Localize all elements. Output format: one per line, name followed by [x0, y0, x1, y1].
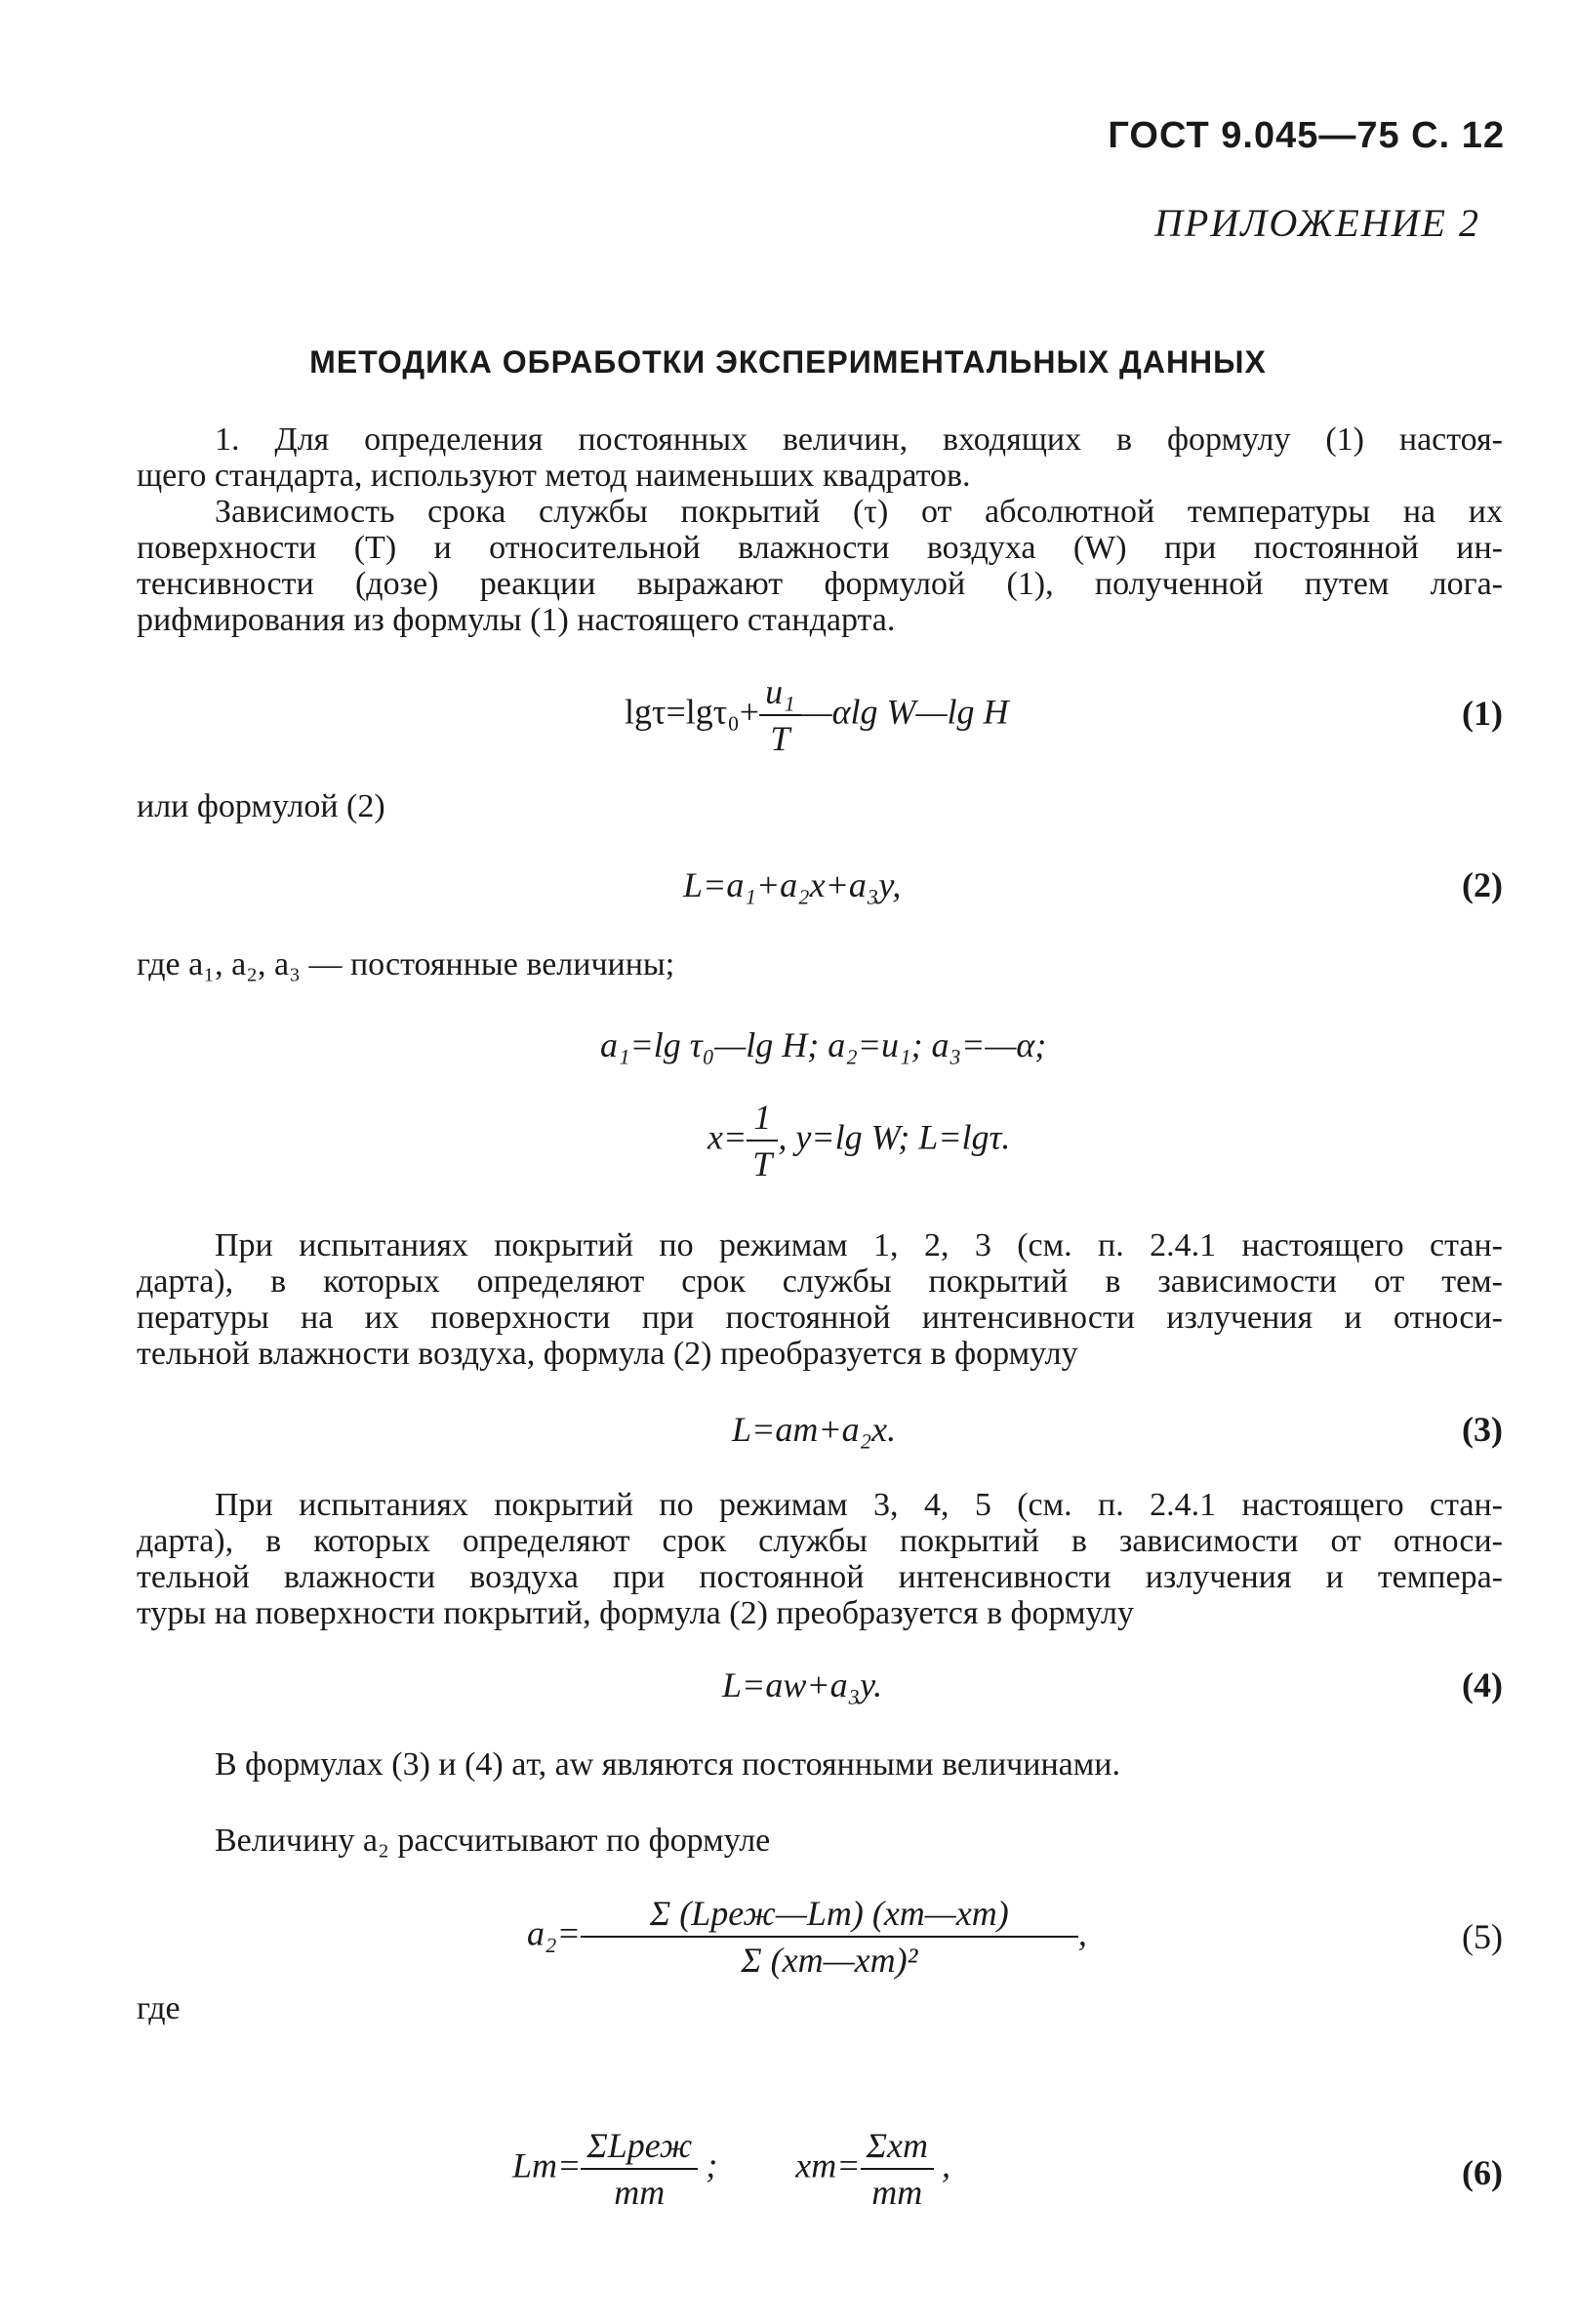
eq5-denominator: Σ (xт—xт)² — [741, 1941, 918, 1980]
equation-3: L=aт+a₂x. — [732, 1410, 897, 1449]
paragraph-4 — [137, 1487, 1503, 1631]
equation-4-number: (4) — [1462, 1665, 1503, 1704]
appendix-label: ПРИЛОЖЕНИЕ 2 — [1154, 201, 1480, 245]
paragraph-3 — [137, 1227, 1503, 1372]
section-title: МЕТОДИКА ОБРАБОТКИ ЭКСПЕРИМЕНТАЛЬНЫХ ДАННЫХ — [309, 344, 1267, 380]
text-constants-note: В формулах (3) и (4) aт, aw являются постоянными величинами. — [215, 1746, 1120, 1783]
text-a2-formula: Величину a₂ рассчитывают по формуле — [215, 1823, 771, 1859]
eq6-left-1: Lт= — [512, 2145, 582, 2185]
eq1-left: lgτ=lgτ₀+ — [625, 692, 760, 732]
definitions-line-2 — [707, 1097, 1010, 1184]
equation-2: L=a₁+a₂x+a₃y, — [683, 865, 902, 904]
equation-5-number: (5) — [1462, 1917, 1503, 1956]
paragraph-line: дарта), в которых определяют срок службы покрытий в зависимости от тем- — [137, 1263, 1503, 1300]
eq6-separator: ; — [706, 2145, 718, 2185]
paragraph-line: туры на поверхности покрытий, формула (2) преобразуется в формулу — [137, 1595, 1135, 1631]
text-or-formula: или формулой (2) — [137, 788, 385, 824]
eq6-tail: , — [941, 2145, 950, 2185]
eq1-denominator: T — [770, 719, 790, 758]
equation-6-number: (6) — [1462, 2153, 1503, 2192]
defs2-left: x= — [707, 1117, 748, 1157]
eq1-right: —αlg W—lg H — [800, 692, 1009, 732]
paragraph-1 — [137, 421, 1503, 494]
eq6-numerator-1: ΣLреж — [581, 2125, 698, 2170]
eq6-denominator-1: mт — [614, 2173, 666, 2212]
document-code: ГОСТ 9.045—75 С. 12 — [1108, 115, 1505, 156]
equation-3-number: (3) — [1462, 1410, 1503, 1449]
eq6-denominator-2: mт — [871, 2173, 923, 2212]
eq6-left-2: xт= — [795, 2145, 861, 2185]
defs2-numerator: 1 — [747, 1097, 778, 1142]
eq5-tail: , — [1077, 1913, 1087, 1953]
equation-5 — [527, 1893, 1087, 1981]
paragraph-line: 1. Для определения постоянных величин, входящих в формулу (1) настоя- — [215, 421, 1503, 458]
equation-1 — [625, 671, 1009, 759]
definitions-line-1: a₁=lg τ₀—lg H; a₂=u₁; a₃=—α; — [600, 1025, 1047, 1064]
eq1-fraction — [759, 671, 801, 759]
paragraph-line: дарта), в которых определяют срок службы покрытий в зависимости от относи- — [137, 1523, 1503, 1559]
eq5-fraction — [581, 1893, 1078, 1981]
equation-2-number: (2) — [1462, 865, 1503, 904]
text-where-constants: где a₁, a₂, a₃ — постоянные величины; — [137, 946, 675, 982]
paragraph-line: щего стандарта, используют метод наименьших квадратов. — [137, 458, 971, 494]
paragraph-2 — [137, 494, 1503, 638]
equation-1-number: (1) — [1462, 694, 1503, 733]
paragraph-line: рифмирования из формулы (1) настоящего стандарта. — [137, 602, 896, 638]
text-where: где — [137, 1990, 181, 2026]
eq1-numerator: u₁ — [759, 671, 801, 716]
eq6-fraction-2 — [861, 2125, 934, 2213]
eq5-left: a₂= — [527, 1913, 581, 1953]
paragraph-line: тельной влажности воздуха, формула (2) преобразуется в формулу — [137, 1336, 1078, 1372]
eq5-numerator: Σ (Lреж—Lт) (xт—xт) — [581, 1893, 1078, 1938]
paragraph-line: пературы на их поверхности при постоянной интенсивности излучения и относи- — [137, 1300, 1503, 1336]
eq6-fraction-1 — [581, 2125, 698, 2213]
paragraph-line: При испытаниях покрытий по режимам 1, 2, 3 (см. п. 2.4.1 настоящего стан- — [215, 1227, 1503, 1263]
paragraph-line: тенсивности (дозе) реакции выражают формулой (1), полученной путем лога- — [137, 566, 1503, 602]
defs2-right: , y=lg W; L=lgτ. — [778, 1117, 1011, 1157]
defs2-denominator: T — [752, 1144, 773, 1183]
eq6-numerator-2: Σxт — [861, 2125, 934, 2170]
paragraph-line: При испытаниях покрытий по режимам 3, 4, 5 (см. п. 2.4.1 настоящего стан- — [215, 1487, 1503, 1523]
equation-4: L=aw+a₃y. — [722, 1665, 883, 1704]
defs2-fraction — [747, 1097, 778, 1184]
paragraph-line: Зависимость срока службы покрытий (τ) от абсолютной температуры на их — [215, 494, 1503, 530]
paragraph-line: поверхности (T) и относительной влажности воздуха (W) при постоянной ин- — [137, 530, 1503, 566]
paragraph-line: тельной влажности воздуха при постоянной интенсивности излучения и темпера- — [137, 1559, 1503, 1595]
equation-6 — [512, 2125, 950, 2213]
